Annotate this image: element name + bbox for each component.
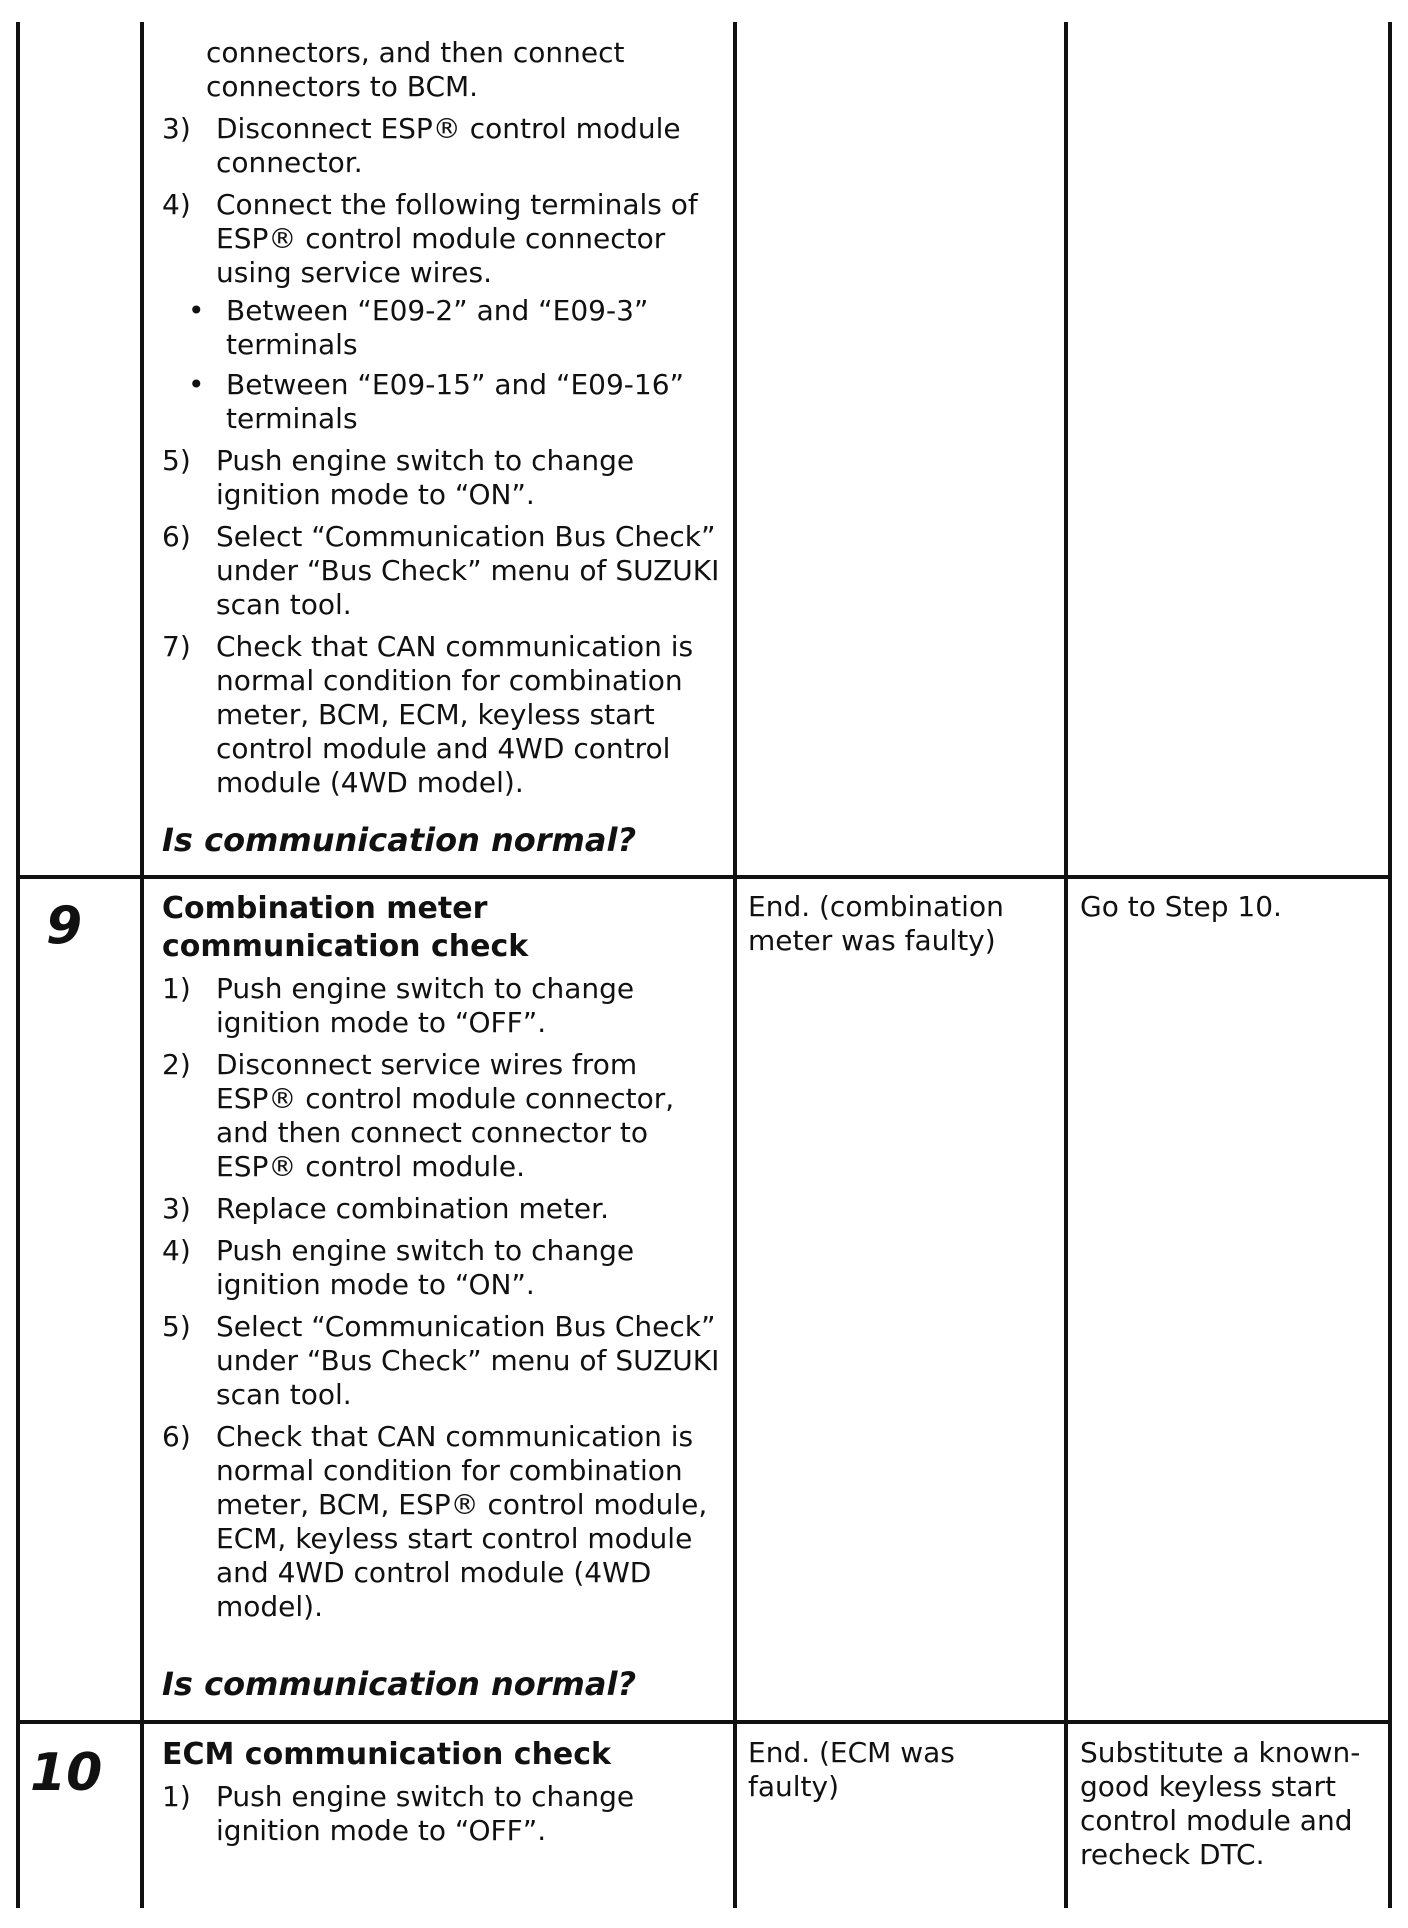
action-cell-continued <box>152 36 722 808</box>
item-text: Check that CAN communication is normal condition for combination meter, BCM, ECM, keyless start control module and 4WD control module (4WD model). <box>216 630 694 799</box>
question-text: Is communication normal? <box>162 821 637 859</box>
step-title: Combination meter communication check <box>162 891 529 964</box>
terminal-bullet <box>152 368 722 436</box>
step-number: 9 <box>46 896 83 956</box>
item-number: 3) <box>162 112 191 145</box>
item-text: Select “Communication Bus Check” under “Bus Check” menu of SUZUKI scan tool. <box>216 1310 720 1411</box>
list-item <box>152 1420 722 1624</box>
item-text: Select “Communication Bus Check” under “Bus Check” menu of SUZUKI scan tool. <box>216 520 720 621</box>
bullet-text: Between “E09-15” and “E09-16” terminals <box>226 368 685 435</box>
item-number: 3) <box>162 1192 191 1225</box>
item-text: Push engine switch to change ignition mode to “OFF”. <box>216 1780 635 1847</box>
list-item <box>152 630 722 800</box>
yes-cell-step-9: End. (combination meter was faulty) <box>748 890 1004 957</box>
item-number: 1) <box>162 972 191 1005</box>
list-item <box>152 1780 722 1848</box>
item-number: 2) <box>162 1048 191 1081</box>
row-divider <box>16 1720 1392 1724</box>
item-number: 5) <box>162 1310 191 1343</box>
yes-cell-step-10: End. (ECM was faulty) <box>748 1736 955 1803</box>
item-number: 7) <box>162 630 191 663</box>
question-text: Is communication normal? <box>162 1665 637 1703</box>
item-number: 4) <box>162 1234 191 1267</box>
table-divider-step <box>140 22 144 1908</box>
item-number: 6) <box>162 1420 191 1453</box>
bullet-text: Between “E09-2” and “E09-3” terminals <box>226 294 649 361</box>
step-number: 10 <box>30 1743 103 1803</box>
step-title: ECM communication check <box>162 1737 612 1772</box>
list-item <box>152 1048 722 1184</box>
list-item <box>152 520 722 622</box>
continued-lead-line: connectors to BCM. <box>206 70 479 103</box>
list-item <box>152 1234 722 1302</box>
continued-lead-line: connectors, and then connect <box>206 36 625 69</box>
list-item <box>152 444 722 512</box>
item-text: Disconnect ESP® control module connector. <box>216 112 681 179</box>
table-border-left <box>16 22 20 1908</box>
bullet-dot: • <box>188 368 205 401</box>
item-number: 5) <box>162 444 191 477</box>
item-text: Connect the following terminals of ESP® control module connector using service wires. <box>216 188 698 289</box>
list-item <box>152 972 722 1040</box>
item-number: 1) <box>162 1780 191 1813</box>
bullet-dot: • <box>188 294 205 327</box>
table-border-right <box>1388 22 1392 1908</box>
item-text: Check that CAN communication is normal condition for combination meter, BCM, ESP® control module, ECM, keyless start control module and 4WD control module (4WD model). <box>216 1420 708 1623</box>
item-text: Push engine switch to change ignition mode to “OFF”. <box>216 972 635 1039</box>
item-number: 6) <box>162 520 191 553</box>
no-cell-step-9: Go to Step 10. <box>1080 890 1282 923</box>
item-text: Push engine switch to change ignition mode to “ON”. <box>216 1234 635 1301</box>
item-number: 4) <box>162 188 191 221</box>
terminal-bullet <box>152 294 722 362</box>
list-item <box>152 188 722 290</box>
action-cell-step-9 <box>152 890 722 1632</box>
table-divider-yes <box>1064 22 1068 1908</box>
list-item <box>152 1310 722 1412</box>
item-text: Push engine switch to change ignition mode to “ON”. <box>216 444 635 511</box>
list-item <box>152 112 722 180</box>
row-divider <box>16 875 1392 879</box>
list-item <box>152 1192 722 1226</box>
no-cell-step-10: Substitute a known-good keyless start control module and recheck DTC. <box>1080 1736 1361 1871</box>
action-cell-step-10 <box>152 1736 722 1856</box>
item-text: Disconnect service wires from ESP® control module connector, and then connect connector to ESP® control module. <box>216 1048 675 1183</box>
table-divider-action <box>733 22 737 1908</box>
item-text: Replace combination meter. <box>216 1192 609 1225</box>
